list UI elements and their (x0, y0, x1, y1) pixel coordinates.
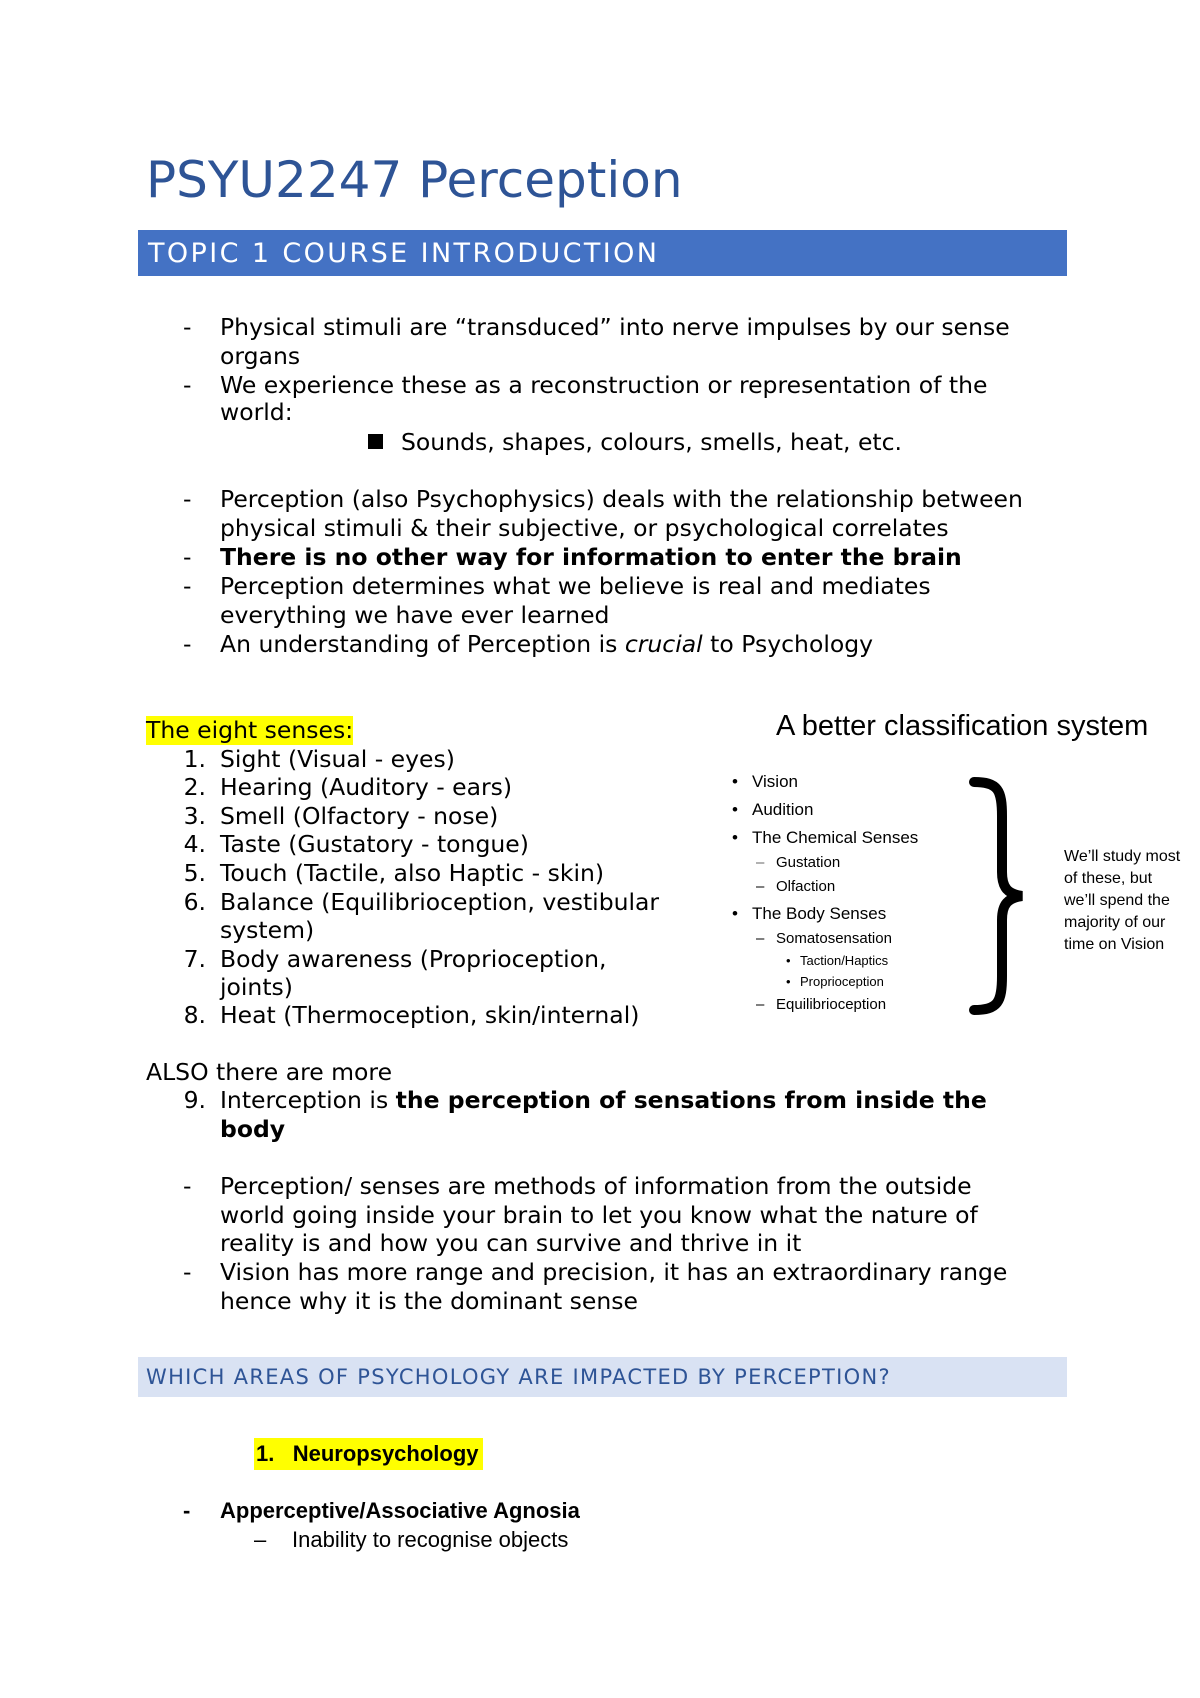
list-item-line: There is no other way for information to enter the brain (220, 543, 962, 571)
list-number: 7. (183, 945, 206, 973)
sub-bullet-item (368, 428, 902, 457)
also-text: ALSO there are more (146, 1058, 393, 1086)
dash-icon: – (756, 930, 765, 947)
topic-heading: TOPIC 1 COURSE INTRODUCTION (148, 238, 660, 269)
list-item-line: world going inside your brain to let you know what the nature of (220, 1201, 978, 1229)
list-item-line: Balance (Equilibrioception, vestibular (220, 888, 660, 916)
list-item-line: An understanding of Perception is crucial to Psychology (220, 630, 874, 658)
agnosia-item: Apperceptive/Associative Agnosia (220, 1498, 580, 1523)
figure-item-equilibrioception: Equilibrioception (776, 996, 887, 1013)
list-number: 6. (183, 888, 206, 916)
list-item-line: everything we have ever learned (220, 601, 610, 629)
small-bullet-icon: • (786, 974, 791, 989)
figure-item-gustation: Gustation (776, 854, 841, 871)
figure-item-chemical: The Chemical Senses (752, 828, 919, 847)
figure-title: A better classification system (776, 710, 1149, 742)
list-number: 5. (183, 859, 206, 887)
agnosia-sub-item: Inability to recognise objects (292, 1527, 569, 1552)
senses-heading: The eight senses: (146, 716, 354, 744)
figure-item-olfaction: Olfaction (776, 878, 836, 895)
list-number: 8. (183, 1001, 206, 1029)
list-item-line: reality is and how you can survive and thrive in it (220, 1229, 802, 1257)
list-number: 2. (183, 773, 206, 801)
bullet-dash: - (183, 572, 192, 600)
bullet-dash: - (183, 630, 192, 658)
figure-item-body: The Body Senses (752, 904, 887, 923)
bullet-dash: - (183, 1258, 192, 1286)
bullet-dash: - (183, 543, 192, 571)
section-heading: WHICH AREAS OF PSYCHOLOGY ARE IMPACTED BY PERCEPTION? (146, 1365, 891, 1389)
figure-note: We’ll study most of these, but we’ll spend the majority of our time on Vision (1064, 848, 1181, 953)
area-label: Neuropsychology (292, 1441, 479, 1466)
area-item (254, 1438, 483, 1470)
list-number: 1. (256, 1441, 275, 1466)
dash-icon: – (756, 996, 765, 1013)
figure-item-taction: Taction/Haptics (800, 953, 889, 968)
figure-item-audition: Audition (752, 800, 814, 819)
bullet-dash: - (183, 313, 192, 341)
list-item-line: physical stimuli & their subjective, or psychological correlates (220, 514, 949, 542)
square-bullet-icon (368, 434, 383, 449)
bullet-dash: - (183, 371, 192, 399)
document-title: PSYU2247 Perception (146, 151, 683, 209)
list-item-line: world: (220, 398, 293, 426)
dash-icon: – (254, 1527, 267, 1552)
bullet-dash: - (183, 1498, 191, 1523)
small-bullet-icon: • (786, 953, 791, 968)
figure-item-proprioception: Proprioception (800, 974, 884, 989)
classification-figure (720, 708, 1200, 1018)
list-number: 3. (183, 802, 206, 830)
list-item-line: Heat (Thermoception, skin/internal) (220, 1001, 640, 1029)
list-item-line: Hearing (Auditory - ears) (220, 773, 513, 801)
dash-icon: – (756, 878, 765, 895)
list-item-line: Body awareness (Proprioception, (220, 945, 607, 973)
list-number: 1. (183, 745, 206, 773)
list-item-line: body (220, 1115, 286, 1143)
list-item-line: Interception is the perception of sensations from inside the (220, 1086, 987, 1114)
list-number: 4. (183, 830, 206, 858)
list-item-line: Taste (Gustatory - tongue) (220, 830, 529, 858)
list-item-line: system) (220, 916, 315, 944)
emphasis-text: crucial (624, 630, 703, 658)
list-item-line: Sight (Visual - eyes) (220, 745, 455, 773)
bullet-icon: • (732, 772, 738, 791)
figure-item-somatosensation: Somatosensation (776, 930, 892, 947)
bullet-icon: • (732, 904, 738, 923)
list-item-line: Vision has more range and precision, it has an extraordinary range (220, 1258, 1008, 1286)
dash-icon: – (756, 854, 765, 871)
list-item-line: joints) (220, 973, 293, 1001)
list-item-line: organs (220, 342, 301, 370)
bullet-icon: • (732, 800, 738, 819)
list-item-line: hence why it is the dominant sense (220, 1287, 638, 1315)
list-item-line: We experience these as a reconstruction or representation of the (220, 371, 988, 399)
list-item-line: Smell (Olfactory - nose) (220, 802, 499, 830)
sub-bullet-text: Sounds, shapes, colours, smells, heat, etc. (401, 428, 903, 456)
list-number: 9. (183, 1086, 206, 1114)
curly-brace-icon (968, 776, 1028, 1016)
bullet-icon: • (732, 828, 738, 847)
bullet-dash: - (183, 485, 192, 513)
figure-item-vision: Vision (752, 772, 798, 791)
list-item-line: Perception/ senses are methods of information from the outside (220, 1172, 972, 1200)
bullet-dash: - (183, 1172, 192, 1200)
list-item-line: Perception determines what we believe is real and mediates (220, 572, 931, 600)
list-item-line: Touch (Tactile, also Haptic - skin) (220, 859, 605, 887)
list-item-line: Physical stimuli are “transduced” into nerve impulses by our sense (220, 313, 1010, 341)
list-item-line: Perception (also Psychophysics) deals with the relationship between (220, 485, 1023, 513)
